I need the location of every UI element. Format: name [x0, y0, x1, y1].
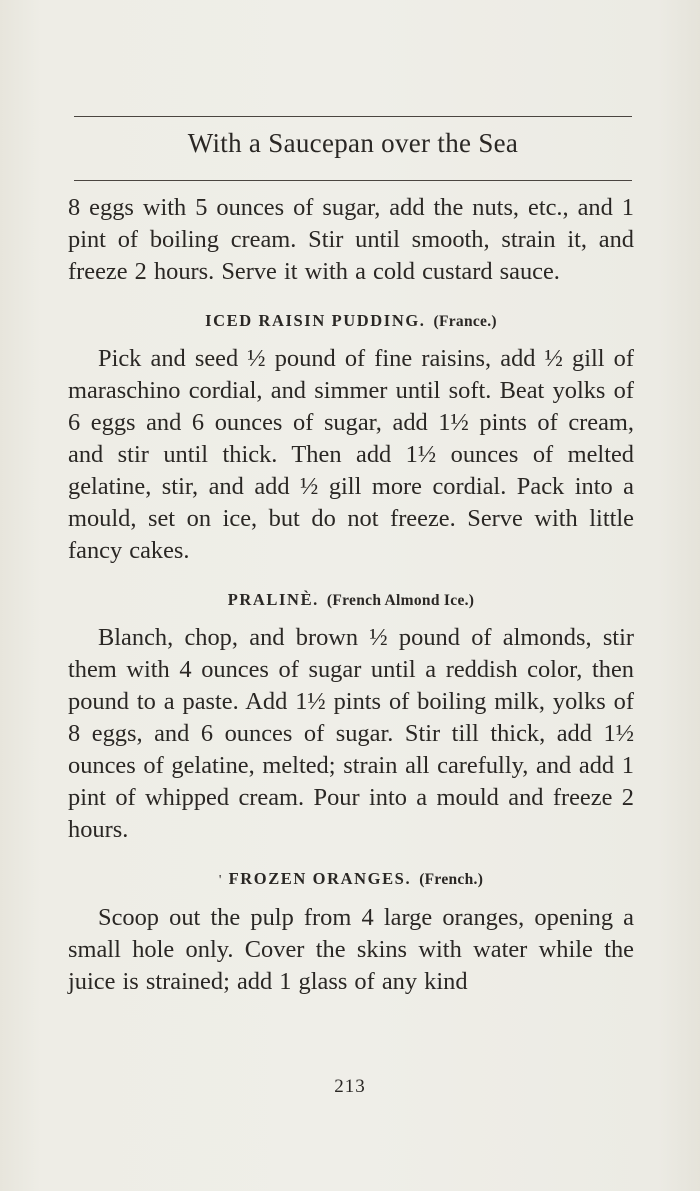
header-rule-top	[74, 116, 632, 117]
continued-paragraph: 8 eggs with 5 ounces of sugar, add the nuts, etc., and 1 pint of boiling cream. Stir until smooth, strain it, and freeze 2 hours. Serve it with a cold custard sauce.	[68, 194, 634, 285]
recipe-title: FROZEN ORANGES.	[228, 869, 412, 888]
recipe-origin: (France.)	[433, 313, 497, 330]
recipe-title: PRALINÈ.	[227, 590, 319, 609]
recipe-origin: (French.)	[419, 871, 484, 888]
recipe-body-frozen-oranges: Scoop out the pulp from 4 large oranges, opening a small hole only. Cover the skins with water while the juice is strained; add 1 glass of any kind	[68, 904, 634, 995]
page-body	[68, 192, 634, 998]
stray-mark: '	[218, 873, 223, 888]
page-number: 213	[334, 1076, 366, 1097]
recipe-body-praline: Blanch, chop, and brown ½ pound of almonds, stir them with 4 ounces of sugar until a reddish color, then pound to a paste. Add 1½ pints of boiling milk, yolks of 8 eggs, and 6 ounces of sugar. Stir till thick, add 1½ ounces of gelatine, melted; strain all carefully, and add 1 pint of whipped cream. Pour into a mould and freeze 2 hours.	[68, 624, 634, 843]
running-head: With a Saucepan over the Sea	[187, 128, 519, 158]
header-rule-bottom	[74, 180, 632, 181]
recipe-body-iced-raisin-pudding: Pick and seed ½ pound of fine raisins, add ½ gill of maraschino cordial, and simmer until soft. Beat yolks of 6 eggs and 6 ounces of sugar, add 1½ pints of cream, and stir until thick. Then add 1½ ounces of melted gelatine, stir, and add ½ gill more cordial. Pack into a mould, set on ice, but do not freeze. Serve with little fancy cakes.	[68, 345, 634, 564]
recipe-heading-praline	[68, 589, 634, 612]
recipe-title: ICED RAISIN PUDDING.	[205, 311, 426, 330]
recipe-heading-frozen-oranges	[68, 868, 634, 892]
recipe-origin: (French Almond Ice.)	[326, 592, 475, 609]
recipe-heading-iced-raisin-pudding	[68, 310, 634, 333]
